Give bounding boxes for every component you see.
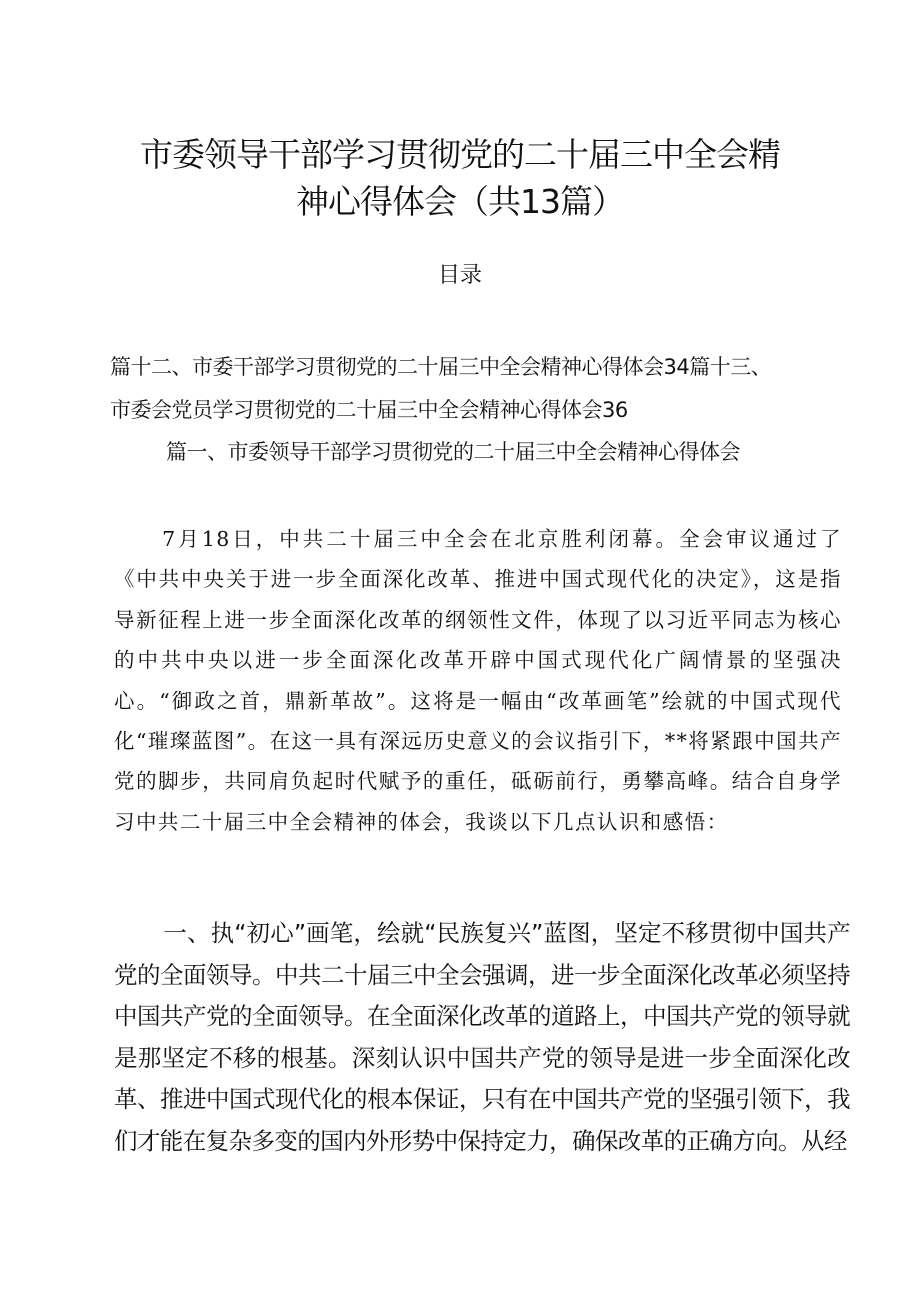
toc-heading: 目录 [437, 263, 482, 288]
toc-entry-line-1: 篇十二、市委干部学习贯彻党的二十届三中全会精神心得体会34篇十三、 [110, 355, 772, 379]
body-paragraph-2: 一、执“初心”画笔，绘就“民族复兴”蓝图，坚定不移贯彻中国共产党的全面领导。中共二十届三中全会强调，进一步全面深化改革必须坚持中国共产党的全面领导。在全面深化改革的道路上，中国共产党的领导就是那坚定不移的根基。深刻认识中国共产党的领导是进一步全面深化改革、推进中国式现代化的根本保证，只有在中国共产党的坚强引领下，我们才能在复杂多变的国内外形势中保持定力，确保改革的正确方向。从经 [114, 919, 850, 1155]
document-title-line-2: 神心得体会（共13篇） [296, 182, 624, 221]
article-title: 篇一、市委领导干部学习贯彻党的二十届三中全会精神心得体会 [166, 440, 740, 464]
body-paragraph-1: 7月18日，中共二十届三中全会在北京胜利闭幕。全会审议通过了《中共中央关于进一步全面深化改革、推进中国式现代化的决定》，这是指导新征程上进一步全面深化改革的纲领性文件，体现了以习近平同志为核心的中共中央以进一步全面深化改革开辟中国式现代化广阔情景的坚强决心。“御政之首，鼎新革故”。这将是一幅由“改革画笔”绘就的中国式现代化“璀璨蓝图”。在这一具有深远历史意义的会议指引下，**将紧跟中国共产党的脚步，共同肩负起时代赋予的重任，砥砺前行，勇攀高峰。结合自身学习中共二十届三中全会精神的体会，我谈以下几点认识和感悟： [114, 527, 842, 834]
document-title-line-1: 市委领导干部学习贯彻党的二十届三中全会精 [140, 135, 780, 174]
toc-entry-line-2: 市委会党员学习贯彻党的二十届三中全会精神心得体会36 [110, 398, 628, 422]
